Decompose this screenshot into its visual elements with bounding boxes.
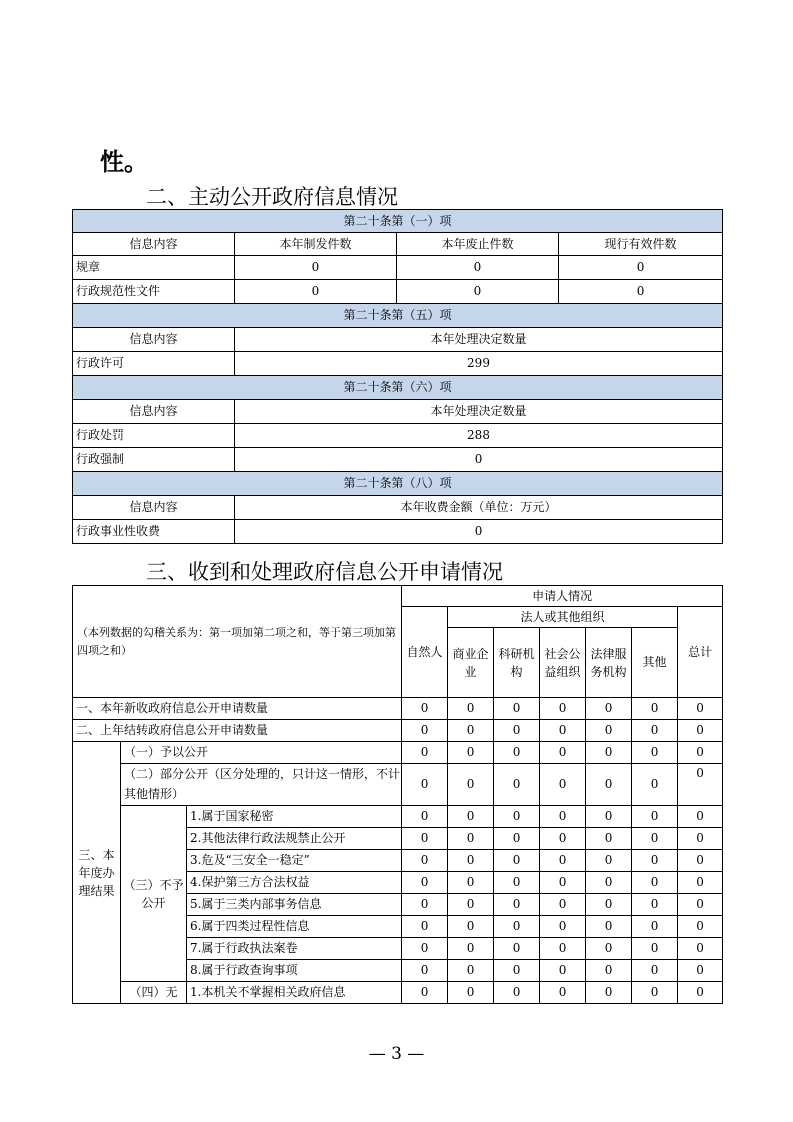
cell-value: 0 [632,828,678,850]
law-service-header: 法律服务机构 [586,628,632,698]
cell-value: 0 [402,894,448,916]
cell-value: 0 [402,742,448,764]
cell-value: 0 [678,872,723,894]
cell-value: 0 [586,698,632,720]
column-header: 本年收费金额（单位：万元） [235,496,723,520]
cell-value: 0 [586,806,632,828]
cell-value: 0 [448,960,494,982]
cell-value: 0 [494,850,540,872]
row-label: 行政规范性文件 [73,280,235,304]
cell-value: 0 [448,828,494,850]
column-header: 本年废止件数 [397,233,559,256]
table-row [73,806,723,828]
row-label: 行政事业性收费 [73,520,235,544]
cell-value: 0 [586,916,632,938]
cell-value: 0 [402,916,448,938]
cell-value: 0 [540,850,586,872]
table-row [73,256,723,280]
cell-value: 0 [632,764,678,806]
row-label: 5.属于三类内部事务信息 [187,894,402,916]
table-row [73,352,723,376]
cell-value: 0 [586,894,632,916]
cell-value: 0 [632,872,678,894]
cell-value: 0 [586,828,632,850]
cell-value: 0 [235,448,723,472]
other-header: 其他 [632,628,678,698]
section-header: 第二十条第（五）项 [73,304,723,328]
cell-value: 0 [678,916,723,938]
cell-value: 0 [540,960,586,982]
row-label: 1.本机关不掌握相关政府信息 [187,982,402,1004]
cell-value: 0 [397,280,559,304]
cell-value: 0 [494,764,540,806]
section-header: 第二十条第（六）项 [73,376,723,400]
cell-value: 0 [448,872,494,894]
section-header: 第二十条第（八）项 [73,472,723,496]
row-label: 行政许可 [73,352,235,376]
cell-value: 0 [632,960,678,982]
column-header: 现行有效件数 [559,233,723,256]
cell-value: 0 [632,806,678,828]
cell-value: 0 [678,720,723,742]
cell-value: 0 [586,960,632,982]
cell-value: 0 [494,828,540,850]
cell-value: 0 [494,982,540,1004]
cell-value: 0 [402,828,448,850]
cell-value: 0 [448,982,494,1004]
cell-value: 0 [402,960,448,982]
cell-value: 0 [632,938,678,960]
cell-value: 0 [448,698,494,720]
section-header: 第二十条第（一）项 [73,210,723,233]
cell-value: 0 [559,280,723,304]
page-number: — 3 — [368,1044,425,1064]
table-row [73,764,723,806]
row-label: 4.保护第三方合法权益 [187,872,402,894]
cell-value: 0 [448,720,494,742]
row-label: 二、上年结转政府信息公开申请数量 [73,720,402,742]
cell-value: 0 [402,806,448,828]
legal-entity-header: 法人或其他组织 [448,607,678,628]
cell-value: 0 [540,742,586,764]
cell-value: 0 [586,764,632,806]
table-row [73,448,723,472]
cell-value: 0 [678,742,723,764]
cell-value: 0 [397,256,559,280]
cell-value: 0 [494,742,540,764]
cell-value: 0 [586,982,632,1004]
table-row [73,520,723,544]
cell-value: 0 [494,916,540,938]
cell-value: 0 [586,872,632,894]
cell-value: 0 [448,742,494,764]
cell-value: 0 [678,828,723,850]
cell-value: 0 [402,698,448,720]
cell-value: 0 [494,698,540,720]
cell-value: 0 [494,938,540,960]
cell-value: 0 [402,872,448,894]
cell-value: 0 [494,894,540,916]
cell-value: 0 [678,982,723,1004]
cell-value: 0 [586,742,632,764]
cell-value: 0 [402,938,448,960]
cell-value: 0 [540,872,586,894]
social-org-header: 社会公益组织 [540,628,586,698]
cell-value: 0 [448,850,494,872]
cell-value: 0 [540,720,586,742]
row-label: 6.属于四类过程性信息 [187,916,402,938]
cell-value: 0 [586,938,632,960]
row-label: 行政处罚 [73,424,235,448]
cell-value: 0 [494,872,540,894]
row-label: （二）部分公开（区分处理的，只计这一情形，不计其他情形） [121,764,402,806]
cell-value: 0 [632,916,678,938]
natural-person-header: 自然人 [402,607,448,698]
cell-value: 0 [678,806,723,828]
cell-value: 0 [402,720,448,742]
row-label: 一、本年新收政府信息公开申请数量 [73,698,402,720]
cell-value: 0 [632,982,678,1004]
cell-value: 0 [540,828,586,850]
cell-value: 0 [494,960,540,982]
section3-title: 三、收到和处理政府信息公开申请情况 [146,560,503,584]
applicant-header: 申请人情况 [402,586,723,607]
column-header: 本年处理决定数量 [235,328,723,352]
column-header: 信息内容 [73,233,235,256]
cell-value: 0 [448,806,494,828]
column-header: 本年处理决定数量 [235,400,723,424]
cell-value: 0 [402,764,448,806]
cell-value: 0 [448,916,494,938]
cell-value: 0 [559,256,723,280]
cell-value: 0 [402,850,448,872]
cell-value: 0 [540,698,586,720]
cell-value: 0 [678,698,723,720]
table-row [73,742,723,764]
table-row [73,982,723,1004]
row-label: 8.属于行政查询事项 [187,960,402,982]
table-row [73,698,723,720]
column-header: 信息内容 [73,400,235,424]
none-group-label: （四）无 [121,982,187,1004]
row-label: 行政强制 [73,448,235,472]
cell-value: 0 [678,764,723,806]
column-header: 信息内容 [73,496,235,520]
cell-value: 0 [402,982,448,1004]
application-handling-table [72,585,723,1004]
cell-value: 0 [540,806,586,828]
cell-value: 0 [632,850,678,872]
cell-value: 0 [235,520,723,544]
cell-value: 0 [540,982,586,1004]
table-row [73,720,723,742]
cell-value: 0 [632,720,678,742]
row-label: 7.属于行政执法案卷 [187,938,402,960]
column-header: 信息内容 [73,328,235,352]
row-label: 2.其他法律行政法规禁止公开 [187,828,402,850]
proactive-disclosure-table [72,209,723,544]
research-header: 科研机构 [494,628,540,698]
cell-value: 0 [678,938,723,960]
cell-value: 0 [448,938,494,960]
withheld-group-label: （三）不予公开 [121,806,187,982]
cell-value: 299 [235,352,723,376]
note-cell: （本列数据的勾稽关系为：第一项加第二项之和，等于第三项加第四项之和） [73,586,402,698]
text-fragment: 性。 [100,148,148,176]
table-row [73,424,723,448]
cell-value: 0 [632,698,678,720]
cell-value: 0 [448,894,494,916]
cell-value: 0 [678,850,723,872]
cell-value: 0 [632,894,678,916]
row-label: （一）予以公开 [121,742,402,764]
section2-title: 二、主动公开政府信息情况 [146,185,398,209]
row-label: 3.危及“三安全一稳定” [187,850,402,872]
cell-value: 0 [678,960,723,982]
cell-value: 0 [540,894,586,916]
cell-value: 0 [632,742,678,764]
cell-value: 0 [235,280,397,304]
table-row [73,280,723,304]
cell-value: 0 [540,764,586,806]
cell-value: 0 [494,806,540,828]
column-header: 本年制发件数 [235,233,397,256]
cell-value: 0 [448,764,494,806]
cell-value: 0 [540,938,586,960]
cell-value: 0 [235,256,397,280]
total-header: 总计 [678,607,723,698]
row-label: 1.属于国家秘密 [187,806,402,828]
business-header: 商业企业 [448,628,494,698]
cell-value: 0 [586,720,632,742]
results-group-label: 三、本年度办理结果 [73,742,121,1004]
cell-value: 0 [586,850,632,872]
cell-value: 0 [540,916,586,938]
cell-value: 288 [235,424,723,448]
cell-value: 0 [678,894,723,916]
cell-value: 0 [494,720,540,742]
row-label: 规章 [73,256,235,280]
